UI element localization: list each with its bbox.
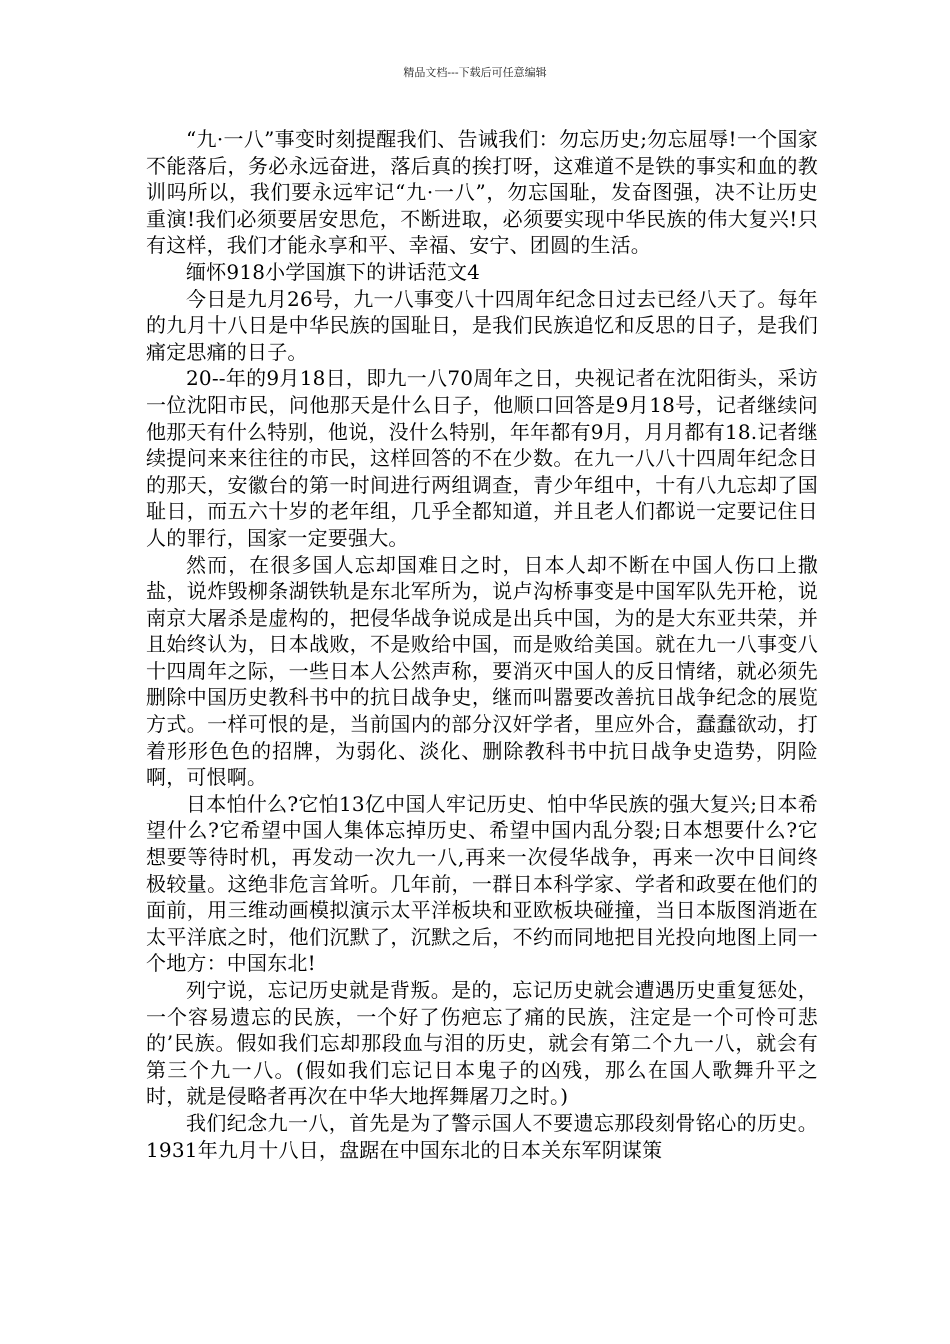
paragraph: 日本怕什么?它怕13亿中国人牢记历史、怕中华民族的强大复兴;日本希望什么?它希望中国人集体忘掉历史、希望中国内乱分裂;日本想要什么?它想要等待时机，再发动一次九一八,再来一次侵华战争，再来一次中日间终极较量。这绝非危言耸听。几年前，一群日本科学家、学者和政要在他们的面前，用三维动画模拟演示太平洋板块和亚欧板块碰撞，当日本版图消逝在太平洋底之时，他们沉默了，沉默之后，不约而同地把目光投向地图上同一个地方：中国东北! <box>146 791 818 976</box>
paragraph: 我们纪念九一八，首先是为了警示国人不要遗忘那段刻骨铭心的历史。1931年九月十八日，盘踞在中国东北的日本关东军阴谋策 <box>146 1110 818 1162</box>
paragraph: 列宁说，忘记历史就是背叛。是的，忘记历史就会遭遇历史重复惩处，一个容易遗忘的民族，一个好了伤疤忘了痛的民族，注定是一个可怜可悲的’民族。假如我们忘却那段血与泪的历史，就会有第二个九一八，就会有第三个九一八。(假如我们忘记日本鬼子的凶残，那么在国人歌舞升平之时，就是侵略者再次在中华大地挥舞屠刀之时。) <box>146 978 818 1109</box>
section-title: 缅怀918小学国旗下的讲话范文4 <box>186 259 481 284</box>
paragraph: “九·一八”事变时刻提醒我们、告诫我们：勿忘历史;勿忘屈辱!一个国家不能落后，务必永远奋进，落后真的挨打呀，这难道不是铁的事实和血的教训吗所以，我们要永远牢记“九·一八”，勿忘国耻，发奋图强，决不让历史重演!我们必须要居安思危，不断进取，必须要实现中华民族的伟大复兴!只有这样，我们才能永享和平、幸福、安宁、团圆的生活。 <box>146 127 818 258</box>
paragraph: 20--年的9月18日，即九一八70周年之日，央视记者在沈阳街头，采访一位沈阳市民，问他那天是什么日子，他顺口回答是9月18号，记者继续问他那天有什么特别，他说，没什么特别，年年都有9月，月月都有18.记者继续提问来来往往的市民，这样回答的不在少数。在九一八八十四周年纪念日的那天，安徽台的第一时间进行两组调查，青少年组中，十有八九忘却了国耻日，而五六十岁的老年组，几乎全都知道，并且老人们都说一定要记住日人的罪行，国家一定要强大。 <box>146 366 818 550</box>
document-body <box>146 126 818 1163</box>
paragraph: 今日是九月26号，九一八事变八十四周年纪念日过去已经八天了。每年的九月十八日是中华民族的国耻日，是我们民族追忆和反思的日子，是我们痛定思痛的日子。 <box>146 286 818 364</box>
page-header: 精品文档---下载后可任意编辑 <box>403 66 547 79</box>
paragraph: 然而，在很多国人忘却国难日之时，日本人却不断在中国人伤口上撒盐，说炸毁柳条湖铁轨是东北军所为，说卢沟桥事变是中国军队先开枪，说南京大屠杀是虚构的，把侵华战争说成是出兵中国，为的是大东亚共荣，并且始终认为，日本战败，不是败给中国，而是败给美国。就在九一八事变八十四周年之际，一些日本人公然声称，要消灭中国人的反日情绪，就必须先删除中国历史教科书中的抗日战争史，继而叫嚣要改善抗日战争纪念的展览方式。一样可恨的是，当前国内的部分汉奸学者，里应外合，蠢蠢欲动，打着形形色色的招牌，为弱化、淡化、删除教科书中抗日战争史造势，阴险啊，可恨啊。 <box>146 552 818 790</box>
